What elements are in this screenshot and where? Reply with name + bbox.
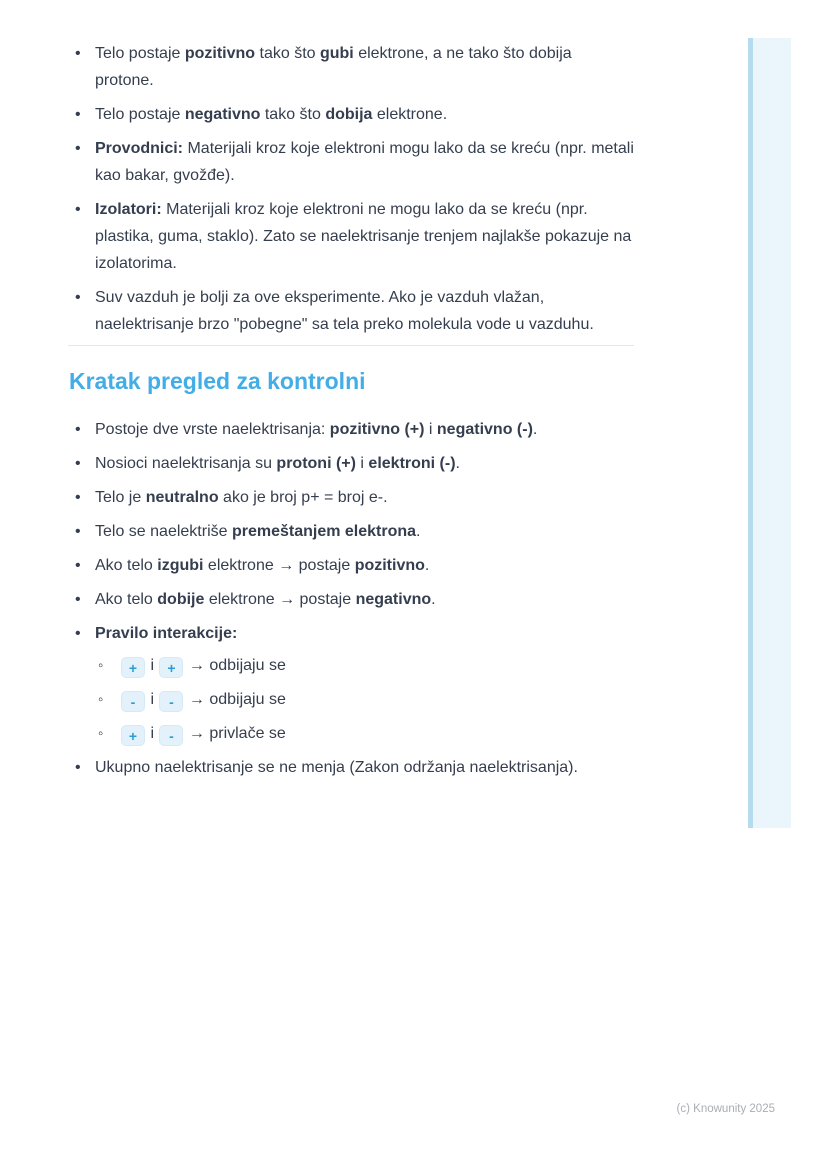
list-item-text bbox=[95, 421, 537, 438]
text-segment: tako što bbox=[255, 45, 320, 62]
text-segment: i bbox=[146, 691, 159, 708]
text-segment: i bbox=[146, 657, 159, 674]
list-item bbox=[68, 450, 634, 477]
text-segment: elektrone → postaje bbox=[204, 591, 356, 608]
footer-copyright: (c) Knowunity 2025 bbox=[676, 1103, 775, 1115]
text-segment: protoni (+) bbox=[276, 455, 356, 472]
list-item-text bbox=[95, 45, 572, 89]
list-item-text bbox=[95, 140, 634, 184]
list-item bbox=[68, 196, 634, 277]
text-segment: pozitivno bbox=[354, 557, 425, 574]
right-accent-bar bbox=[748, 38, 791, 828]
text-segment: → odbijaju se bbox=[184, 691, 286, 708]
list-item bbox=[68, 284, 634, 338]
interaction-rule-item bbox=[95, 686, 634, 713]
list-item-text bbox=[95, 625, 237, 642]
list-item bbox=[68, 620, 634, 747]
text-segment: elektroni (-) bbox=[368, 455, 456, 472]
list-item-text bbox=[95, 455, 460, 472]
review-list bbox=[68, 416, 634, 781]
text-segment: Materijali kroz koje elektroni mogu lako da se kreću (npr. metali kao bakar, gvožđe). bbox=[95, 140, 634, 184]
text-segment: . bbox=[532, 421, 538, 438]
plus-charge-badge: + bbox=[121, 657, 145, 678]
text-segment: dobije bbox=[157, 591, 205, 608]
list-item-text bbox=[120, 691, 286, 708]
text-segment: tako što bbox=[260, 106, 326, 123]
text-segment: i bbox=[424, 421, 437, 438]
text-segment: izgubi bbox=[157, 557, 204, 574]
plus-charge-badge: + bbox=[159, 657, 183, 678]
text-segment: Ako telo bbox=[95, 591, 158, 608]
text-segment: . bbox=[431, 591, 436, 608]
interaction-rules-list bbox=[95, 652, 634, 747]
text-segment: elektrone. bbox=[372, 106, 448, 123]
list-item-text bbox=[120, 657, 286, 674]
list-item-text bbox=[95, 289, 594, 333]
text-segment: pozitivno bbox=[184, 45, 256, 62]
list-item-text bbox=[95, 489, 388, 506]
text-segment: Telo postaje bbox=[95, 45, 185, 62]
text-segment: negativno bbox=[184, 106, 261, 123]
list-item-text bbox=[95, 201, 631, 272]
interaction-rule-item bbox=[95, 720, 634, 747]
list-item bbox=[68, 586, 634, 613]
text-segment: . bbox=[455, 455, 460, 472]
section-heading: Kratak pregled za kontrolni bbox=[69, 368, 366, 394]
text-segment: negativno (-) bbox=[436, 421, 533, 438]
text-segment: negativno bbox=[355, 591, 432, 608]
text-segment: Suv vazduh je bolji za ove eksperimente. Ako je vazduh vlažan, naelektrisanje brzo "pobegne" sa tela preko molekula vode u vazduhu. bbox=[95, 289, 594, 333]
list-item bbox=[68, 135, 634, 189]
list-item bbox=[68, 754, 634, 781]
list-item bbox=[68, 484, 634, 511]
text-segment: Telo se naelektriše bbox=[95, 523, 232, 540]
list-item-text bbox=[95, 106, 447, 123]
text-segment: elektrone → postaje bbox=[203, 557, 355, 574]
content-area bbox=[68, 40, 634, 788]
text-segment: gubi bbox=[319, 45, 354, 62]
list-item bbox=[68, 416, 634, 443]
list-item-text bbox=[95, 591, 436, 608]
text-segment: ako je broj p+ = broj e-. bbox=[218, 489, 388, 506]
text-segment: premeštanjem elektrona bbox=[231, 523, 417, 540]
text-segment: Provodnici: bbox=[95, 140, 184, 157]
minus-charge-badge: - bbox=[159, 725, 183, 746]
plus-charge-badge: + bbox=[121, 725, 145, 746]
list-item bbox=[68, 40, 634, 94]
text-segment: dobija bbox=[325, 106, 373, 123]
list-item-text bbox=[95, 759, 578, 776]
section-divider bbox=[68, 345, 634, 346]
text-segment: i bbox=[146, 725, 159, 742]
text-segment: neutralno bbox=[145, 489, 219, 506]
list-item bbox=[68, 518, 634, 545]
text-segment: elektrone, a ne tako što dobija protone. bbox=[95, 45, 572, 89]
list-item-text bbox=[95, 557, 429, 574]
text-segment: Materijali kroz koje elektroni ne mogu lako da se kreću (npr. plastika, guma, staklo). Zato se naelektrisanje trenjem najlakše pokazuje na izolatorima. bbox=[95, 201, 632, 272]
accent-bar-edge bbox=[748, 38, 753, 828]
text-segment: → privlače se bbox=[184, 725, 286, 742]
minus-charge-badge: - bbox=[121, 691, 145, 712]
text-segment: . bbox=[424, 557, 430, 574]
text-segment: . bbox=[416, 523, 421, 540]
list-item bbox=[68, 101, 634, 128]
text-segment: Ako telo bbox=[95, 557, 158, 574]
list-item-text bbox=[120, 725, 286, 742]
interaction-rule-item bbox=[95, 652, 634, 679]
notes-list bbox=[68, 40, 634, 338]
minus-charge-badge: - bbox=[159, 691, 183, 712]
text-segment: Izolatori: bbox=[95, 201, 162, 218]
text-segment: Ukupno naelektrisanje se ne menja (Zakon održanja naelektrisanja). bbox=[95, 759, 578, 776]
text-segment: pozitivno (+) bbox=[329, 421, 425, 438]
text-segment: Telo postaje bbox=[95, 106, 185, 123]
text-segment: Nosioci naelektrisanja su bbox=[95, 455, 277, 472]
text-segment: i bbox=[355, 455, 369, 472]
text-segment: Telo je bbox=[95, 489, 146, 506]
list-item bbox=[68, 552, 634, 579]
text-segment: → odbijaju se bbox=[184, 657, 286, 674]
text-segment: Pravilo interakcije: bbox=[95, 625, 238, 642]
text-segment: Postoje dve vrste naelektrisanja: bbox=[95, 421, 330, 438]
list-item-text bbox=[95, 523, 421, 540]
